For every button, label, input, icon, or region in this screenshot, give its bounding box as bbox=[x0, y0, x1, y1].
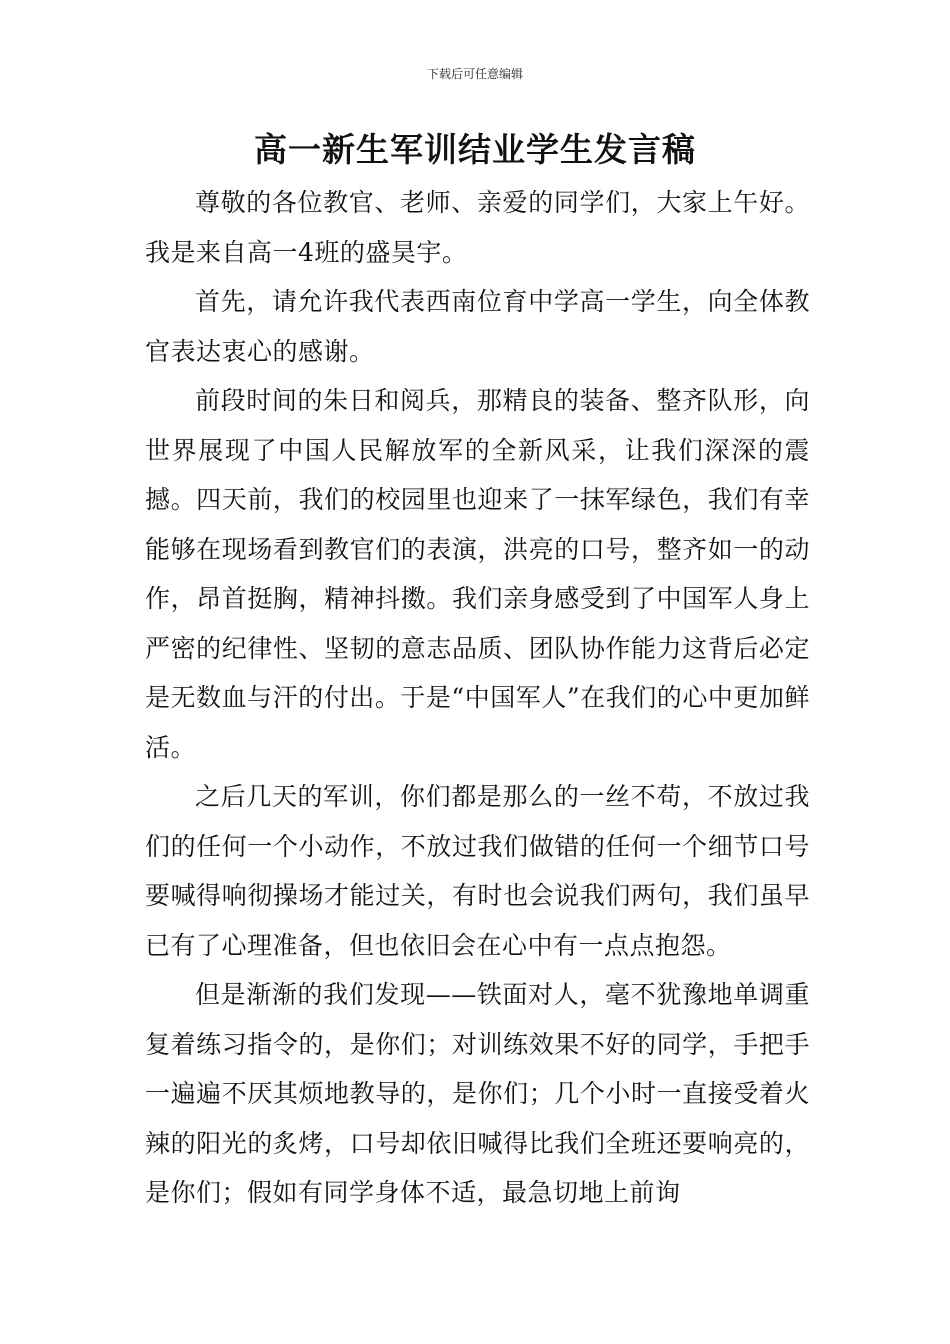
document-body bbox=[145, 178, 810, 1218]
paragraph-parade: 前段时间的朱日和阅兵，那精良的装备、整齐队形，向世界展现了中国人民解放军的全新风采，让我们深深的震撼。四天前，我们的校园里也迎来了一抹军绿色，我们有幸能够在现场看到教官们的表演，洪亮的口号，整齐如一的动作，昂首挺胸，精神抖擞。我们亲身感受到了中国军人身上严密的纪律性、坚韧的意志品质、团队协作能力这背后必定是无数血与汗的付出。于是“中国军人”在我们的心中更加鲜活。 bbox=[145, 386, 810, 762]
paragraph-greeting: 尊敬的各位教官、老师、亲爱的同学们，大家上午好。我是来自高一4班的盛昊宇。 bbox=[145, 188, 810, 267]
paragraph-training: 之后几天的军训，你们都是那么的一丝不苟，不放过我们的任何一个小动作，不放过我们做错的任何一个细节口号要喊得响彻操场才能过关，有时也会说我们两句，我们虽早已有了心理准备，但也依旧会在心中有一点点抱怨。 bbox=[145, 782, 810, 960]
header-note: 下载后可任意编辑 bbox=[426, 67, 523, 81]
paragraph-thanks: 首先，请允许我代表西南位育中学高一学生，向全体教官表达衷心的感谢。 bbox=[145, 287, 810, 366]
document-title: 高一新生军训结业学生发言稿 bbox=[254, 130, 696, 169]
paragraph-discovery: 但是渐渐的我们发现——铁面对人，毫不犹豫地单调重复着练习指令的，是你们；对训练效果不好的同学，手把手一遍遍不厌其烦地教导的，是你们；几个小时一直接受着火辣的阳光的炙烤，口号却依旧喊得比我们全班还要响亮的，是你们；假如有同学身体不适，最急切地上前询 bbox=[145, 980, 810, 1207]
